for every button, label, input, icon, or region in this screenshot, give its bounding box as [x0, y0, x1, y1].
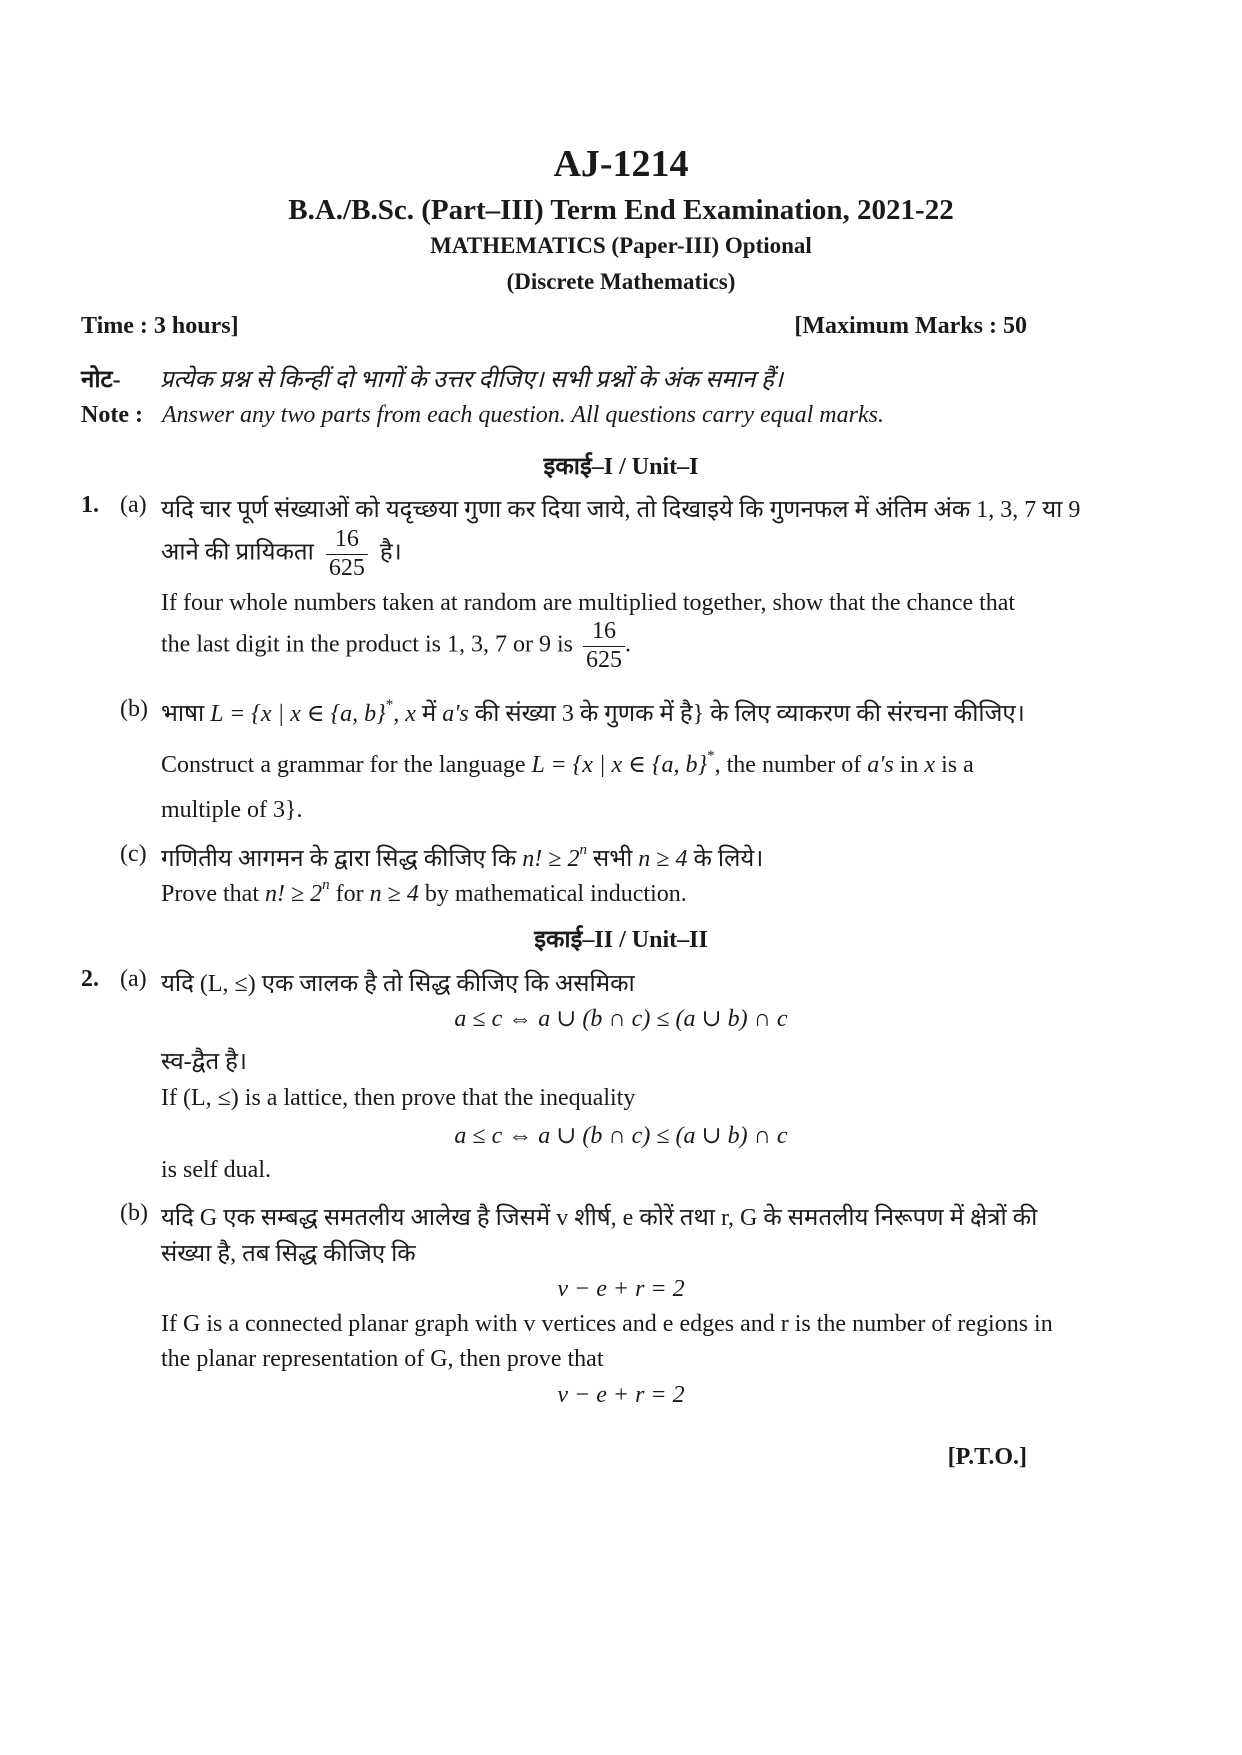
- fraction-denominator: 625: [328, 554, 365, 581]
- unit1-heading: इकाई–I / Unit–I: [543, 454, 699, 480]
- q1a-label: (a): [120, 492, 147, 518]
- q1a-hi-fraction: [326, 526, 368, 582]
- q1c-en-pre: Prove that: [161, 881, 259, 907]
- q2b-formula-2: v − e + r = 2: [557, 1382, 685, 1408]
- fraction-numerator: 16: [583, 618, 625, 647]
- q1a-en-line2: [161, 618, 631, 674]
- q1c-en-math: n! ≥ 2: [264, 881, 323, 907]
- q1c-en-math2: n ≥ 4: [369, 881, 419, 907]
- q1a-hi-pre: आने की प्रायिकता: [161, 539, 314, 566]
- q1b-hi-post: की संख्या 3 के गुणक में है} के लिए व्याकरण की संरचना कीजिए।: [474, 701, 1025, 727]
- q1b-hi-math2: , x: [393, 701, 416, 727]
- q1a-hi-post: है।: [379, 539, 402, 566]
- q1b-en-line1: [161, 748, 974, 779]
- fraction-denominator: 625: [585, 646, 622, 673]
- q1b-hi-line: [161, 696, 1025, 729]
- fraction-numerator: 16: [326, 526, 368, 555]
- q2b-hi-line1: यदि G एक सम्बद्ध समतलीय आलेख है जिसमें v शीर्ष, e कोरें तथा r, G के समतलीय निरूपण में क्षेत्रों की: [161, 1205, 1038, 1231]
- q1b-en-line2: multiple of 3}.: [161, 797, 303, 823]
- pto-label: [P.T.O.]: [947, 1444, 1027, 1470]
- q2b-formula-1: v − e + r = 2: [557, 1276, 685, 1302]
- paper-title: MATHEMATICS (Paper-III) Optional: [430, 233, 812, 258]
- q2a-hi-line2: स्व-द्वैत है।: [161, 1049, 247, 1075]
- q1b-hi-pre: भाषा: [161, 701, 205, 727]
- q1a-en-post: .: [624, 631, 631, 658]
- q1a-en-line1: If four whole numbers taken at random are multiplied together, show that the chance that: [161, 590, 1016, 616]
- q1c-hi-math2: n ≥ 4: [638, 846, 688, 872]
- q1b-hi-as: a's: [442, 701, 469, 727]
- q2b-label: (b): [120, 1200, 148, 1226]
- q1b-label: (b): [120, 696, 148, 722]
- q1c-hi-line: [161, 841, 763, 874]
- q1c-hi-mid: सभी: [592, 846, 633, 872]
- time-label: Time : 3 hours]: [81, 313, 239, 339]
- unit2-heading: इकाई–II / Unit–II: [534, 927, 708, 953]
- q1b-hi-sup: *: [385, 697, 394, 713]
- q2a-en-line1: If (L, ≤) is a lattice, then prove that the inequality: [161, 1085, 636, 1111]
- exam-title: B.A./B.Sc. (Part–III) Term End Examination, 2021-22: [288, 194, 954, 226]
- q1a-hi-line1: यदि चार पूर्ण संख्याओं को यदृच्छया गुणा कर दिया जाये, तो दिखाइये कि गुणनफल में अंतिम अंक 1, 3, 7 या 9: [161, 497, 1081, 523]
- q1a-en-fraction: [583, 618, 625, 674]
- note-en-text: Answer any two parts from each question. All questions carry equal marks.: [162, 402, 884, 428]
- q2b-en-line2: the planar representation of G, then prove that: [161, 1346, 604, 1372]
- q2-number: 2.: [81, 966, 99, 992]
- paper-code: AJ-1214: [553, 143, 689, 185]
- max-marks: [Maximum Marks : 50: [794, 313, 1027, 339]
- q1c-en-mid: for: [335, 881, 364, 907]
- q2b-en-line1: If G is a connected planar graph with v vertices and e edges and r is the number of regions in: [161, 1311, 1053, 1337]
- q1c-hi-sup: n: [579, 842, 587, 858]
- q1c-hi-math: n! ≥ 2: [522, 846, 580, 872]
- q1b-en-x: x: [924, 752, 936, 778]
- q1-number: 1.: [81, 492, 99, 518]
- q1b-en-as: a's: [867, 752, 894, 778]
- q2b-hi-line2: संख्या है, तब सिद्ध कीजिए कि: [161, 1241, 416, 1267]
- q1b-hi-math: L = {x | x ∈ {a, b}: [210, 701, 386, 727]
- note-hi-text: प्रत्येक प्रश्न से किन्हीं दो भागों के उत्तर दीजिए। सभी प्रश्नों के अंक समान हैं।: [160, 367, 784, 393]
- q1c-hi-post: के लिये।: [693, 846, 764, 872]
- q1a-hi-line2: [161, 526, 402, 582]
- note-hi-label: नोट-: [81, 367, 121, 393]
- q1a-en-pre: the last digit in the product is 1, 3, 7 or 9 is: [161, 631, 573, 658]
- q1c-en-line: [161, 877, 687, 908]
- q2a-hi-line1: यदि (L, ≤) एक जालक है तो सिद्ध कीजिए कि असमिका: [161, 971, 635, 997]
- q1b-en-post1: , the number of: [714, 752, 862, 778]
- q1b-hi-mid: में: [421, 701, 437, 727]
- q2a-en-line2: is self dual.: [161, 1157, 271, 1183]
- note-en-label: Note :: [81, 402, 143, 428]
- q1c-en-post: by mathematical induction.: [424, 881, 687, 907]
- q1c-hi-pre: गणितीय आगमन के द्वारा सिद्ध कीजिए कि: [161, 846, 517, 872]
- q2a-formula-2: a ≤ c ⇔ a ∪ (b ∩ c) ≤ (a ∪ b) ∩ c: [454, 1123, 788, 1149]
- q2a-formula-1: a ≤ c ⇔ a ∪ (b ∩ c) ≤ (a ∪ b) ∩ c: [454, 1006, 788, 1032]
- q1b-en-pre: Construct a grammar for the language: [161, 752, 526, 778]
- q1b-en-post3: is a: [941, 752, 974, 778]
- q1b-en-post2: in: [899, 752, 919, 778]
- q1b-en-math: L = {x | x ∈ {a, b}: [531, 752, 708, 778]
- q2a-label: (a): [120, 966, 147, 992]
- q1c-label: (c): [120, 841, 147, 867]
- q1b-en-sup: *: [707, 748, 715, 764]
- q1c-en-sup: n: [322, 877, 330, 893]
- subject-title: (Discrete Mathematics): [506, 269, 736, 294]
